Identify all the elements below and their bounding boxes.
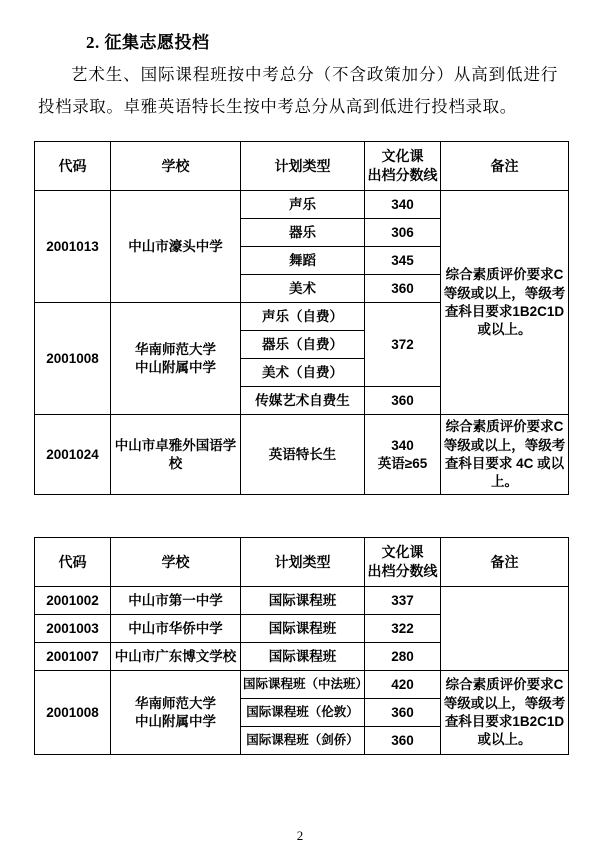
cell-score: 372 — [365, 303, 441, 387]
cell-plan-type: 英语特长生 — [241, 415, 365, 495]
cell-plan-type: 美术（自费） — [241, 359, 365, 387]
cell-code: 2001013 — [35, 191, 111, 303]
cell-note-empty — [441, 587, 569, 671]
cell-note: 综合素质评价要求C等级或以上，等级考查科目要求 4C 或以上。 — [441, 415, 569, 495]
column-header-score-line — [365, 142, 441, 191]
cell-score-line2: 英语≥65 — [377, 455, 428, 471]
cell-school-line2: 中山附属中学 — [135, 713, 216, 729]
cell-code: 2001024 — [35, 415, 111, 495]
cell-note: 综合素质评价要求C等级或以上，等级考查科目要求1B2C1D或以上。 — [441, 671, 569, 755]
cell-school: 中山市濠头中学 — [111, 191, 241, 303]
cell-plan-type: 舞蹈 — [241, 247, 365, 275]
cell-plan-type: 国际课程班 — [241, 615, 365, 643]
table-header-row — [35, 538, 569, 587]
column-header-code: 代码 — [35, 538, 111, 587]
cell-plan-type: 声乐（自费） — [241, 303, 365, 331]
column-header-plan-type: 计划类型 — [241, 538, 365, 587]
international-program-table — [34, 537, 569, 755]
cell-plan-type: 国际课程班（剑侨） — [241, 727, 365, 755]
column-header-code: 代码 — [35, 142, 111, 191]
cell-plan-type: 国际课程班（中法班） — [241, 671, 365, 699]
cell-score: 340 — [365, 191, 441, 219]
cell-plan-type: 国际课程班 — [241, 587, 365, 615]
column-header-school: 学校 — [111, 538, 241, 587]
cell-school: 中山市卓雅外国语学校 — [111, 415, 241, 495]
cell-code: 2001008 — [35, 303, 111, 415]
cell-school: 中山市华侨中学 — [111, 615, 241, 643]
column-header-score-line1: 文化课 — [381, 148, 424, 165]
art-admission-table — [34, 141, 569, 495]
cell-school — [111, 303, 241, 415]
column-header-score-line — [365, 538, 441, 587]
cell-score: 306 — [365, 219, 441, 247]
column-header-score-line1: 文化课 — [381, 544, 424, 561]
cell-score: 420 — [365, 671, 441, 699]
cell-plan-type: 器乐（自费） — [241, 331, 365, 359]
table-row — [35, 415, 569, 495]
cell-plan-type: 国际课程班（伦敦） — [241, 699, 365, 727]
table-row — [35, 191, 569, 219]
table-row — [35, 587, 569, 615]
cell-score — [365, 415, 441, 495]
table-header-row — [35, 142, 569, 191]
cell-plan-type: 美术 — [241, 275, 365, 303]
cell-plan-type: 声乐 — [241, 191, 365, 219]
cell-school: 中山市第一中学 — [111, 587, 241, 615]
cell-school: 中山市广东博文学校 — [111, 643, 241, 671]
cell-school-line1: 华南师范大学 — [135, 341, 216, 357]
cell-plan-type: 国际课程班 — [241, 643, 365, 671]
column-header-score-line2: 出档分数线 — [367, 563, 438, 580]
cell-score: 337 — [365, 587, 441, 615]
cell-note: 综合素质评价要求C等级或以上，等级考查科目要求1B2C1D或以上。 — [441, 191, 569, 415]
column-header-plan-type: 计划类型 — [241, 142, 365, 191]
cell-score: 360 — [365, 699, 441, 727]
cell-school — [111, 671, 241, 755]
column-header-school: 学校 — [111, 142, 241, 191]
cell-plan-type: 器乐 — [241, 219, 365, 247]
cell-score: 280 — [365, 643, 441, 671]
table-gap — [34, 495, 566, 519]
column-header-note: 备注 — [441, 538, 569, 587]
cell-school-line1: 华南师范大学 — [135, 695, 216, 711]
cell-school-line2: 中山附属中学 — [135, 359, 216, 375]
cell-score-line1: 340 — [391, 437, 414, 453]
section-paragraph: 艺术生、国际课程班按中考总分（不含政策加分）从高到低进行投档录取。卓雅英语特长生按中考总分从高到低进行投档录取。 — [38, 65, 558, 117]
cell-score: 360 — [365, 275, 441, 303]
cell-score: 322 — [365, 615, 441, 643]
cell-score: 345 — [365, 247, 441, 275]
cell-code: 2001003 — [35, 615, 111, 643]
cell-plan-type: 传媒艺术自费生 — [241, 387, 365, 415]
page-number: 2 — [296, 828, 304, 843]
cell-score: 360 — [365, 727, 441, 755]
table-row — [35, 671, 569, 699]
cell-code: 2001008 — [35, 671, 111, 755]
column-header-score-line2: 出档分数线 — [367, 167, 438, 184]
cell-code: 2001002 — [35, 587, 111, 615]
column-header-note: 备注 — [441, 142, 569, 191]
cell-code: 2001007 — [35, 643, 111, 671]
section-heading: 2. 征集志愿投档 — [86, 33, 210, 52]
cell-score: 360 — [365, 387, 441, 415]
